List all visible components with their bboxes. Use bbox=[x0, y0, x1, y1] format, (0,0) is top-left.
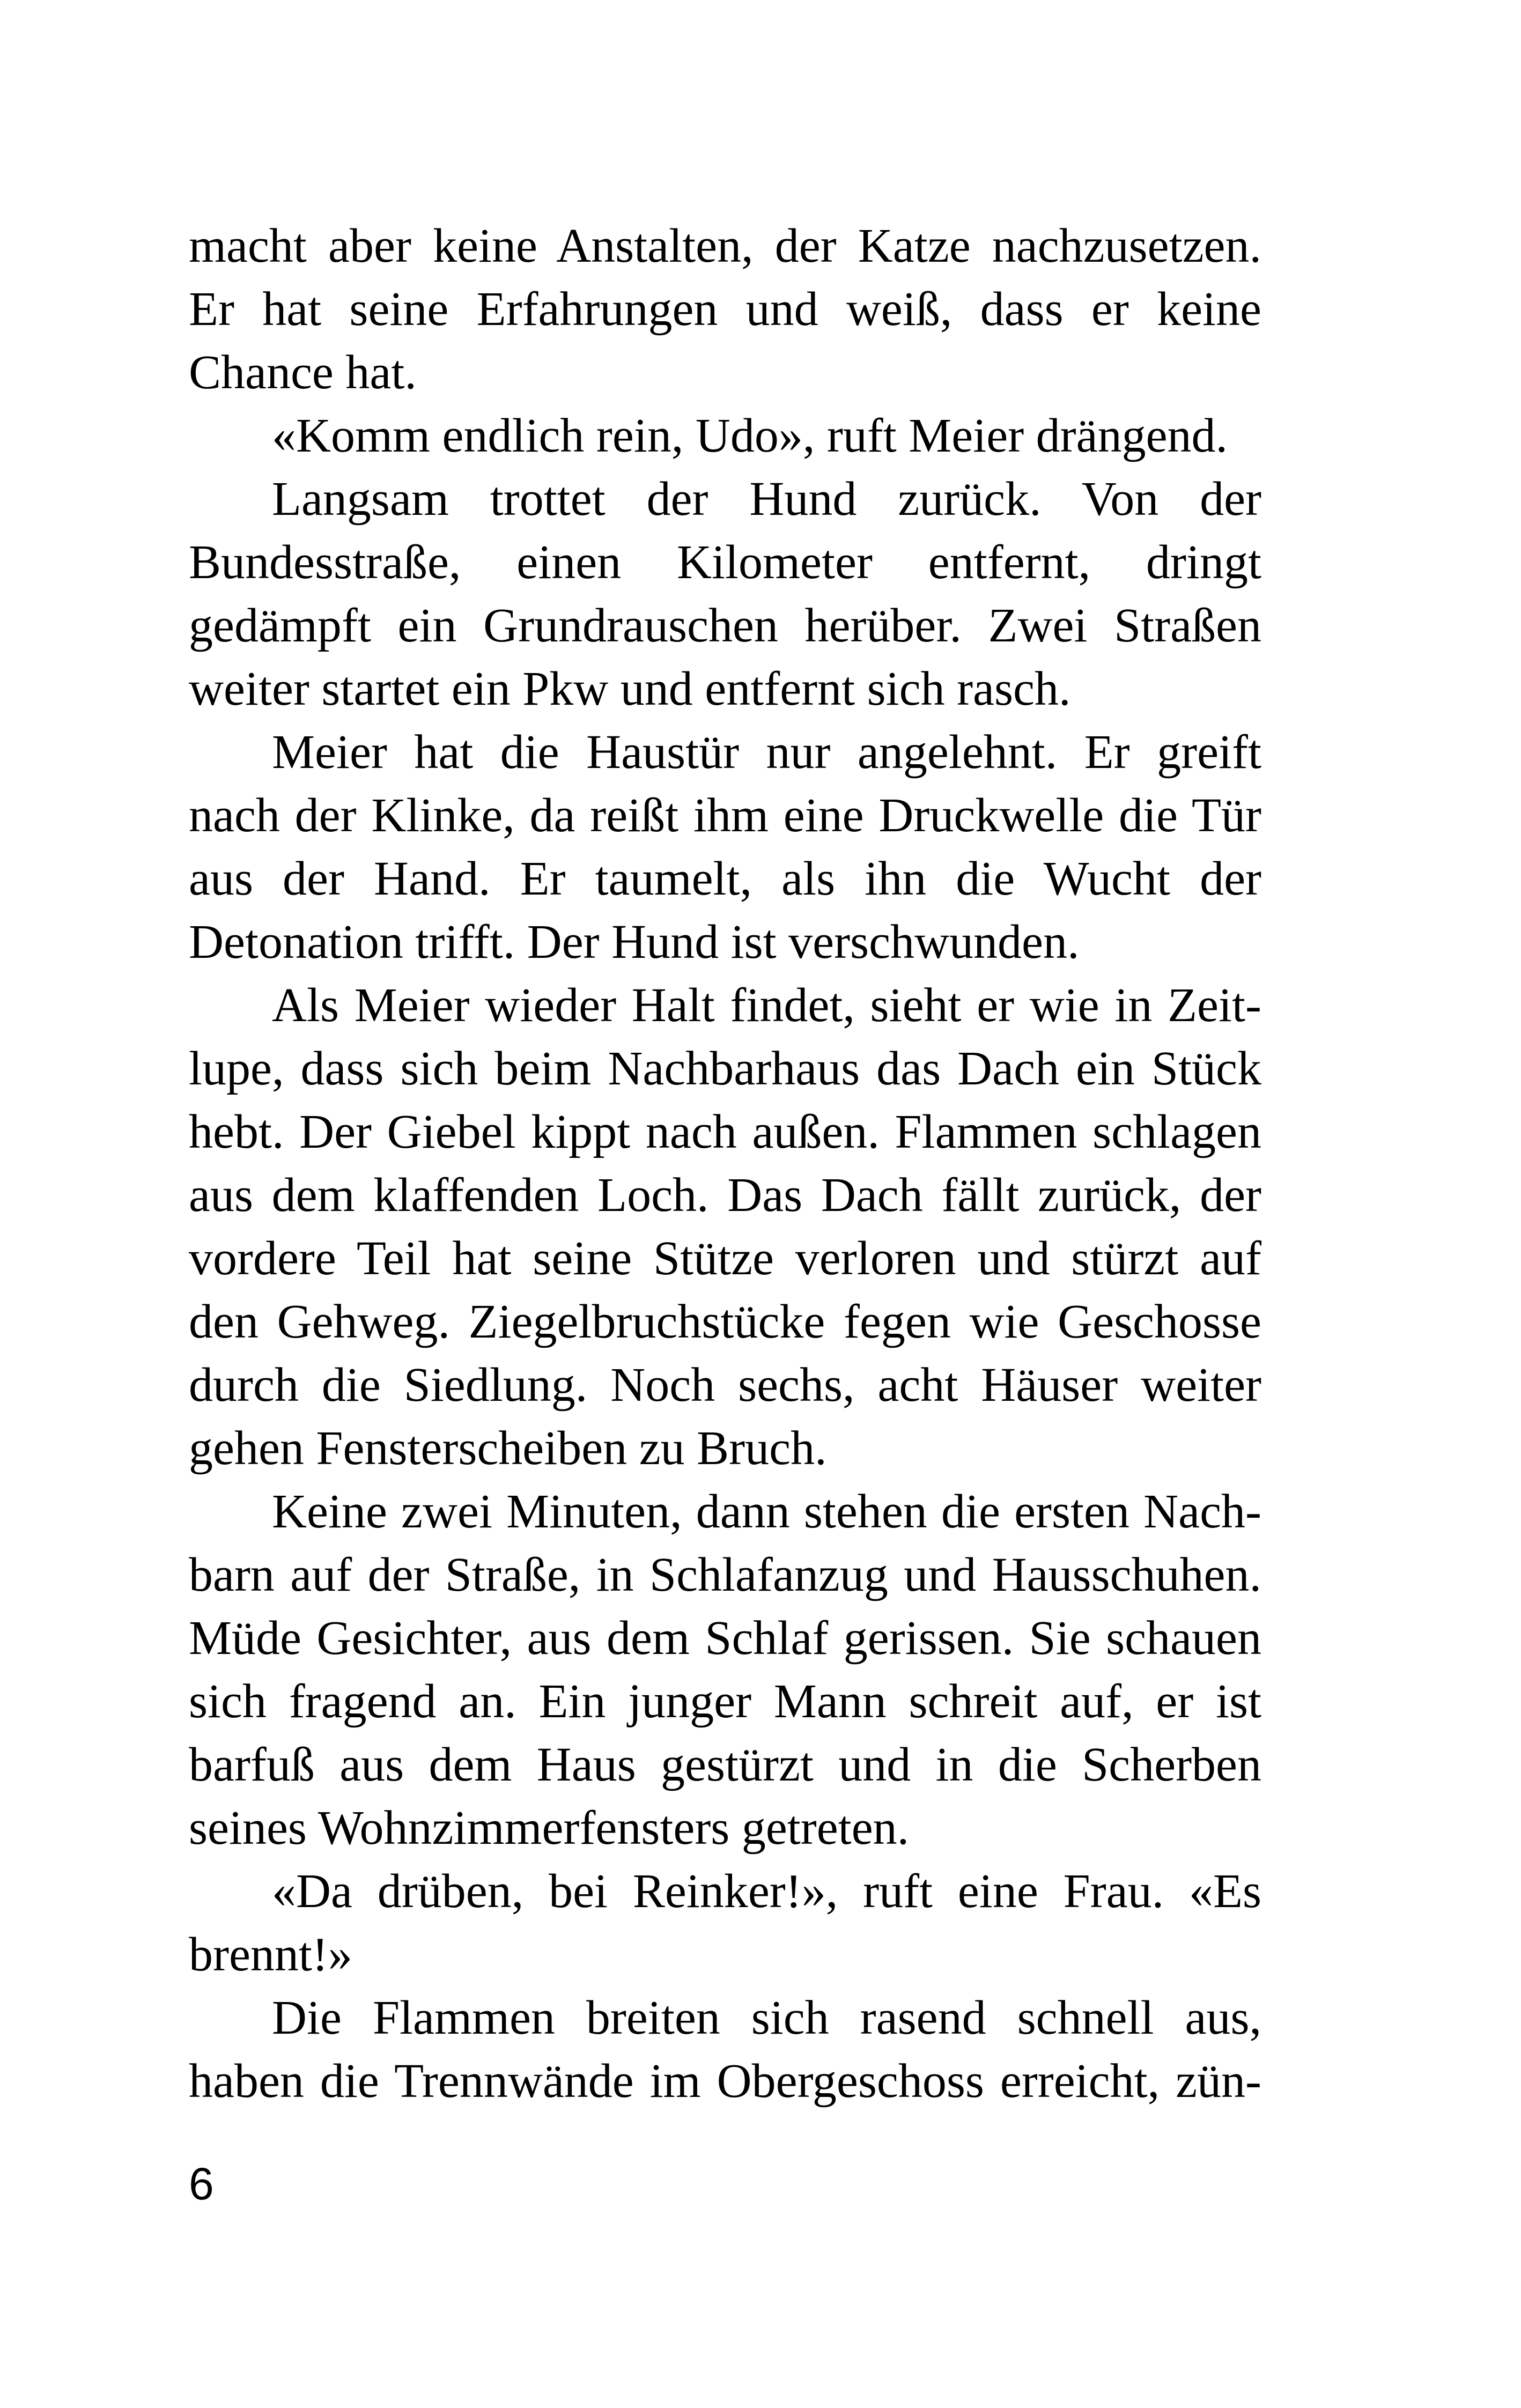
text-line: vordere Teil hat seine Stütze verloren und stürzt auf bbox=[189, 1232, 1261, 1285]
text-line: barn auf der Straße, in Schlafanzug und Hausschuhen. bbox=[189, 1548, 1261, 1601]
text-line: macht aber keine Anstalten, der Katze nachzusetzen. bbox=[189, 219, 1261, 272]
text-line: Müde Gesichter, aus dem Schlaf gerissen. Sie schauen bbox=[189, 1612, 1261, 1665]
text-line: gedämpft ein Grundrauschen herüber. Zwei Straßen bbox=[189, 599, 1261, 652]
text-line: sich fragend an. Ein junger Mann schreit auf, er ist bbox=[189, 1675, 1261, 1728]
text-line: haben die Trennwände im Obergeschoss erreicht, zün- bbox=[189, 2055, 1261, 2108]
text-line: Er hat seine Erfahrungen und weiß, dass er keine bbox=[189, 283, 1261, 336]
text-line: Als Meier wieder Halt findet, sieht er wie in Zeit- bbox=[272, 979, 1261, 1032]
text-line: Chance hat. bbox=[189, 346, 417, 399]
body-text bbox=[189, 215, 1261, 2113]
text-line: nach der Klinke, da reißt ihm eine Druckwelle die Tür bbox=[189, 789, 1261, 842]
text-line: Meier hat die Haustür nur angelehnt. Er greift bbox=[272, 726, 1261, 779]
text-line: barfuß aus dem Haus gestürzt und in die Scherben bbox=[189, 1738, 1261, 1791]
page-number: 6 bbox=[189, 2159, 214, 2209]
text-line: gehen Fensterscheiben zu Bruch. bbox=[189, 1422, 827, 1475]
text-line: seines Wohnzimmerfensters getreten. bbox=[189, 1801, 910, 1855]
text-line: durch die Siedlung. Noch sechs, acht Häuser weiter bbox=[189, 1358, 1261, 1412]
text-line: Bundesstraße, einen Kilometer entfernt, dringt bbox=[189, 536, 1261, 589]
text-line: «Da drüben, bei Reinker!», ruft eine Frau. «Es bbox=[272, 1865, 1261, 1918]
text-line: weiter startet ein Pkw und entfernt sich rasch. bbox=[189, 662, 1071, 715]
text-line: den Gehweg. Ziegelbruchstücke fegen wie Geschosse bbox=[189, 1295, 1261, 1348]
text-line: brennt!» bbox=[189, 1928, 352, 1981]
text-line: Keine zwei Minuten, dann stehen die ersten Nach- bbox=[272, 1485, 1261, 1538]
text-line: Die Flammen breiten sich rasend schnell aus, bbox=[272, 1991, 1261, 2044]
text-line: «Komm endlich rein, Udo», ruft Meier drängend. bbox=[272, 409, 1228, 462]
text-line: hebt. Der Giebel kippt nach außen. Flammen schlagen bbox=[189, 1105, 1261, 1158]
text-line: aus dem klaffenden Loch. Das Dach fällt zurück, der bbox=[189, 1169, 1261, 1222]
text-line: lupe, dass sich beim Nachbarhaus das Dach ein Stück bbox=[189, 1042, 1261, 1095]
text-line: Detonation trifft. Der Hund ist verschwunden. bbox=[189, 915, 1080, 969]
text-line: Langsam trottet der Hund zurück. Von der bbox=[272, 472, 1261, 526]
text-line: aus der Hand. Er taumelt, als ihn die Wucht der bbox=[189, 852, 1261, 905]
